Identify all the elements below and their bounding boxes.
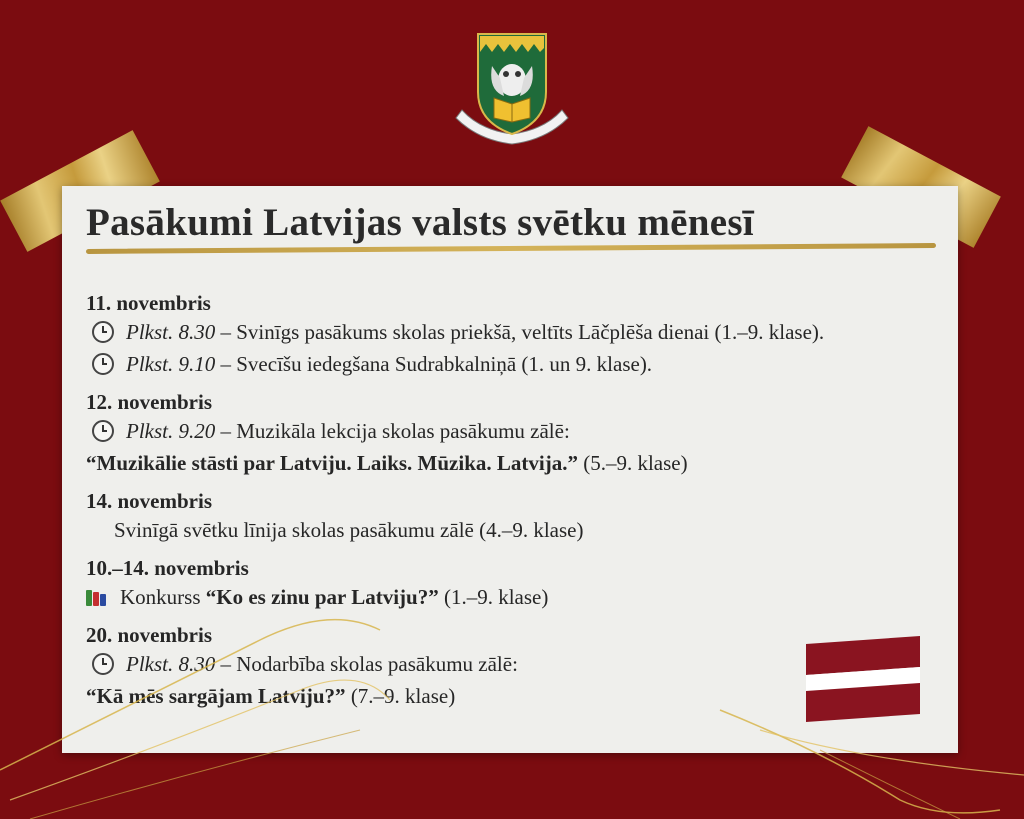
school-crest-logo bbox=[448, 30, 576, 150]
event-nov-11 bbox=[86, 290, 946, 380]
event-text: – Svecīšu iedegšana Sudrabkalniņā (1. un 9. klase). bbox=[215, 352, 653, 376]
event-time: Plkst. 9.20 bbox=[126, 419, 216, 443]
event-classes: (1.–9. klase) bbox=[438, 585, 549, 609]
event-line bbox=[86, 415, 946, 447]
event-line bbox=[86, 514, 946, 546]
event-date: 12. novembris bbox=[86, 390, 212, 414]
event-date: 14. novembris bbox=[86, 489, 212, 513]
page-title: Pasākumi Latvijas valsts svētku mēnesī bbox=[86, 201, 754, 244]
event-nov-12 bbox=[86, 389, 946, 479]
event-quote-line bbox=[86, 447, 946, 479]
clock-icon bbox=[92, 321, 114, 343]
event-text: – Nodarbība skolas pasākumu zālē: bbox=[215, 652, 518, 676]
event-classes: (7.–9. klase) bbox=[345, 684, 456, 708]
books-icon bbox=[86, 588, 106, 606]
event-date: 20. novembris bbox=[86, 623, 212, 647]
event-date: 11. novembris bbox=[86, 291, 211, 315]
clock-icon bbox=[92, 420, 114, 442]
latvian-flag-icon bbox=[806, 636, 920, 722]
event-line bbox=[86, 316, 946, 348]
clock-icon bbox=[92, 353, 114, 375]
event-classes: (5.–9. klase) bbox=[577, 451, 688, 475]
event-quote: “Muzikālie stāsti par Latviju. Laiks. Mūzika. Latvija.” bbox=[86, 451, 578, 475]
event-text: Svinīgā svētku līnija skolas pasākumu zālē (4.–9. klase) bbox=[114, 518, 584, 542]
event-line bbox=[86, 581, 946, 613]
event-line bbox=[86, 348, 946, 380]
clock-icon bbox=[92, 653, 114, 675]
event-time: Plkst. 9.10 bbox=[126, 352, 216, 376]
event-time: Plkst. 8.30 bbox=[126, 320, 216, 344]
contest-title: “Ko es zinu par Latviju?” bbox=[205, 585, 439, 609]
event-quote: “Kā mēs sargājam Latviju?” bbox=[86, 684, 346, 708]
event-nov-10-14 bbox=[86, 555, 946, 613]
contest-label: Konkurss bbox=[120, 585, 206, 609]
event-nov-14 bbox=[86, 488, 946, 546]
event-text: – Muzikāla lekcija skolas pasākumu zālē: bbox=[215, 419, 570, 443]
event-date: 10.–14. novembris bbox=[86, 556, 249, 580]
event-time: Plkst. 8.30 bbox=[126, 652, 216, 676]
event-text: – Svinīgs pasākums skolas priekšā, veltīts Lāčplēša dienai (1.–9. klase). bbox=[215, 320, 825, 344]
